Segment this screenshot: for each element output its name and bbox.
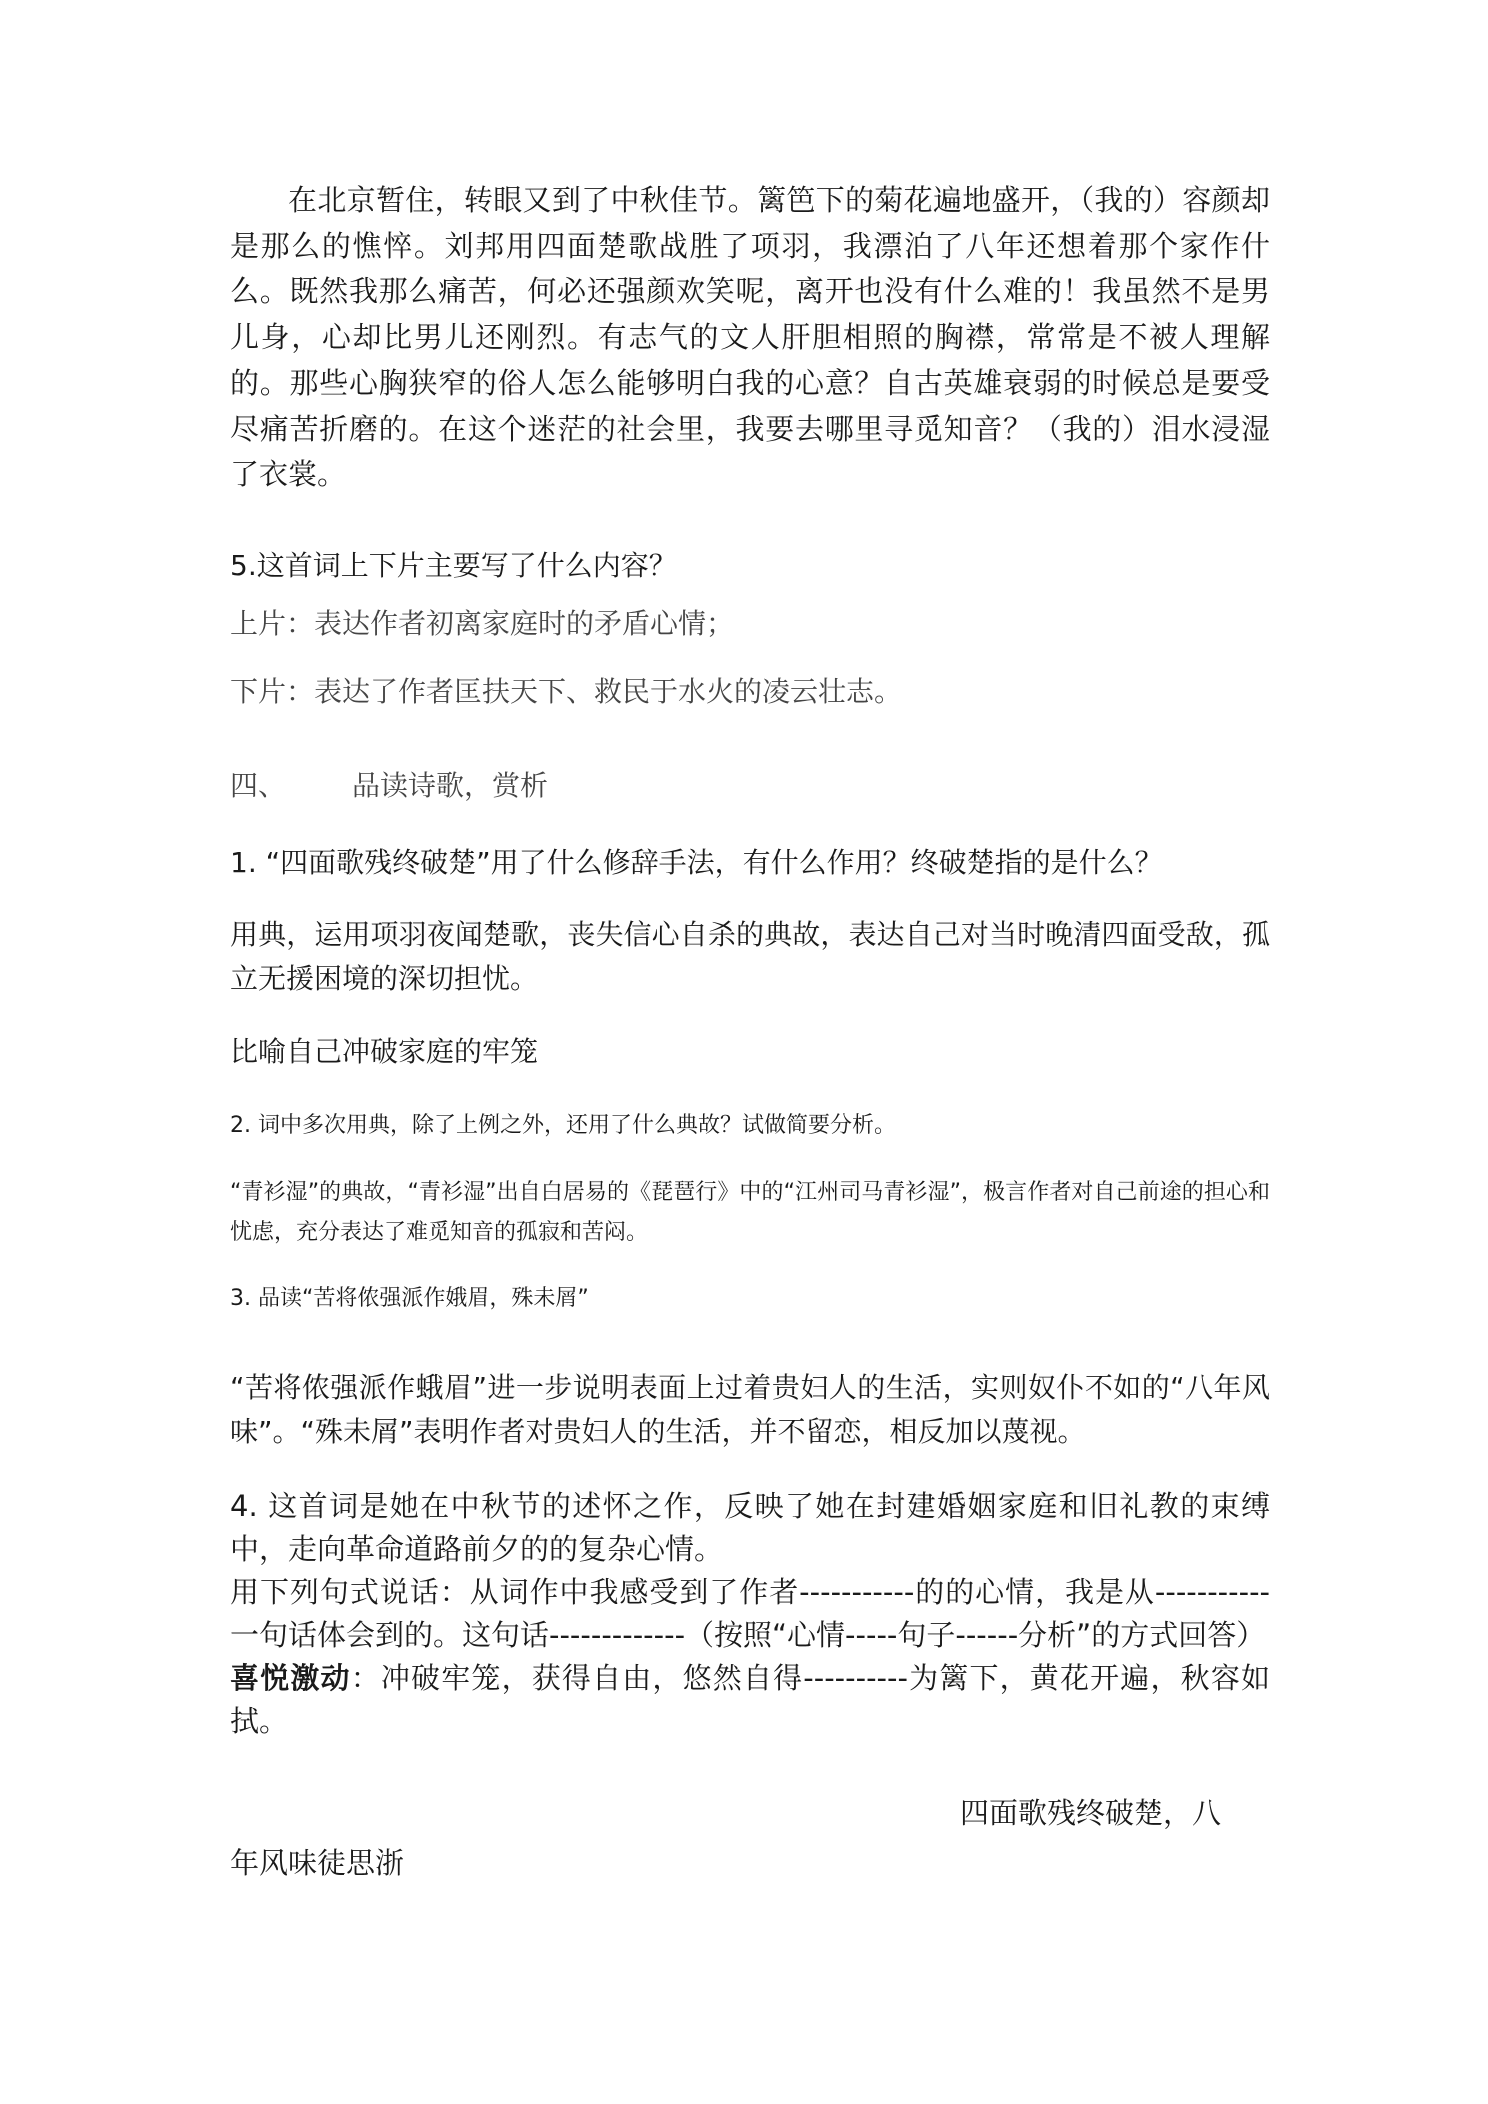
answer-upper-part: 上片：表达作者初离家庭时的矛盾心情； [230,607,735,640]
question-4: 4. 这首词是她在中秋节的述怀之作，反映了她在封建婚姻家庭和旧礼教的束缚中，走向革命道路前夕的的复杂心情。 [230,1489,1270,1566]
section-title: 品读诗歌，赏析 [352,769,549,802]
poem-line-right: 四面歌残终破楚，八 [960,1796,1222,1830]
question-2: 2. 词中多次用典，除了上例之外，还用了什么典故？试做简要分析。 [230,1113,896,1138]
question-4-block [230,1485,1270,1743]
question-4-instruction: 用下列句式说话：从词作中我感受到了作者-----------的的心情，我是从-----------一句话体会到的。这句话-------------（按照“心情-----句子------分析”的方式回答） [230,1575,1270,1652]
translation-paragraph: 在北京暂住，转眼又到了中秋佳节。篱笆下的菊花遍地盛开，（我的）容颜却是那么的憔悴。刘邦用四面楚歌战胜了项羽，我漂泊了八年还想着那个家作什么。既然我那么痛苦，何必还强颜欢笑呢，离开也没有什么难的！我虽然不是男儿身，心却比男儿还刚烈。有志气的文人肝胆相照的胸襟，常常是不被人理解的。那些心胸狭窄的俗人怎么能够明白我的心意？自古英雄衰弱的时候总是要受尽痛苦折磨的。在这个迷茫的社会里，我要去哪里寻觅知音？（我的）泪水浸湿了衣裳。 [230,183,1270,492]
answer-1: 用典，运用项羽夜闻楚歌，丧失信心自杀的典故，表达自己对当时晚清四面受敌，孤立无援困境的深切担忧。 [230,918,1270,995]
question-5: 5.这首词上下片主要写了什么内容？ [230,549,677,582]
example-label: 喜悦激动 [230,1661,351,1695]
answer-3: “苦将侬强派作蛾眉”进一步说明表面上过着贵妇人的生活，实则奴仆不如的“八年风味”。“殊未屑”表明作者对贵妇人的生活，并不留恋，相反加以蔑视。 [230,1371,1270,1448]
section-number: 四、 [230,769,287,802]
answer-2: “青衫湿”的典故，“青衫湿”出自白居易的《琵琶行》中的“江州司马青衫湿”，极言作者对自己前途的担心和忧虑，充分表达了难觅知音的孤寂和苦闷。 [230,1180,1270,1245]
question-1: 1. “四面歌残终破楚”用了什么修辞手法，有什么作用？终破楚指的是什么？ [230,846,1163,879]
poem-line-left: 年风味徒思浙 [230,1846,405,1880]
answer-1-extra: 比喻自己冲破家庭的牢笼 [230,1035,539,1068]
section-heading [230,766,1270,806]
example-answer [230,1657,1270,1743]
example-text: ：冲破牢笼，获得自由，悠然自得----------为篱下，黄花开遍，秋容如拭。 [230,1661,1270,1738]
answer-lower-part: 下片：表达了作者匡扶天下、救民于水火的凌云壮志。 [230,675,903,708]
question-3: 3. 品读“苦将侬强派作娥眉，殊未屑” [230,1286,589,1311]
